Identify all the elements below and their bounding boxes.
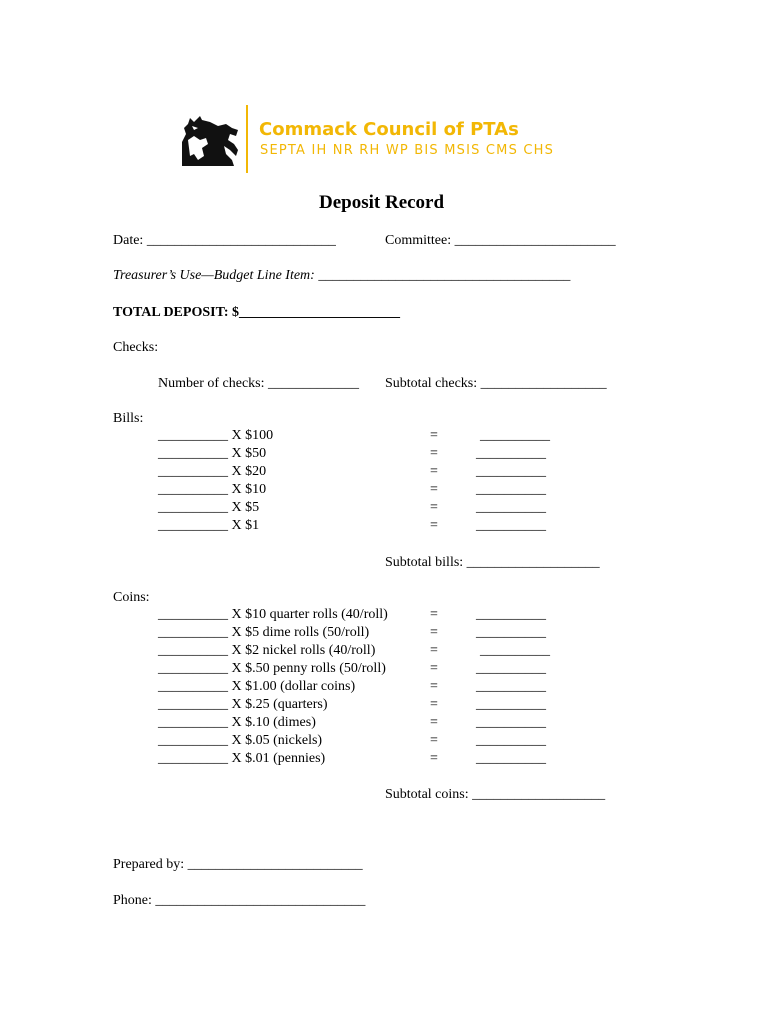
- coin-count-field[interactable]: __________ X $10 quarter rolls (40/roll): [158, 607, 388, 622]
- bill-count-field[interactable]: __________ X $1: [158, 518, 260, 533]
- equals-sign: =: [430, 607, 438, 622]
- subtotal-coins-field[interactable]: Subtotal coins: ___________________: [385, 787, 606, 802]
- subtotal-bills-field[interactable]: Subtotal bills: ___________________: [385, 555, 600, 570]
- coin-count-field[interactable]: __________ X $.01 (pennies): [158, 751, 326, 766]
- total-deposit-field[interactable]: TOTAL DEPOSIT: $_______________________: [113, 305, 401, 320]
- coin-total-field[interactable]: __________: [476, 607, 546, 622]
- phone-field[interactable]: Phone: ______________________________: [113, 893, 366, 908]
- bill-total-field[interactable]: __________: [476, 500, 546, 515]
- bill-count-field[interactable]: __________ X $10: [158, 482, 267, 497]
- coin-total-field[interactable]: __________: [476, 625, 546, 640]
- equals-sign: =: [430, 500, 438, 515]
- logo-divider: [246, 105, 248, 173]
- prepared-by-field[interactable]: Prepared by: _________________________: [113, 857, 363, 872]
- equals-sign: =: [430, 661, 438, 676]
- bill-count-field[interactable]: __________ X $20: [158, 464, 267, 479]
- bill-count-field[interactable]: __________ X $50: [158, 446, 267, 461]
- coin-count-field[interactable]: __________ X $2 nickel rolls (40/roll): [158, 643, 376, 658]
- checks-heading: Checks:: [113, 340, 159, 355]
- bills-heading: Bills:: [113, 411, 144, 426]
- coin-count-field[interactable]: __________ X $1.00 (dollar coins): [158, 679, 356, 694]
- organization-name: Commack Council of PTAs: [259, 119, 519, 140]
- coin-total-field[interactable]: __________: [476, 715, 546, 730]
- bill-total-field[interactable]: __________: [480, 428, 550, 443]
- equals-sign: =: [430, 733, 438, 748]
- subtotal-checks-field[interactable]: Subtotal checks: __________________: [385, 376, 607, 391]
- equals-sign: =: [430, 482, 438, 497]
- coin-total-field[interactable]: __________: [476, 661, 546, 676]
- equals-sign: =: [430, 715, 438, 730]
- coin-total-field[interactable]: __________: [476, 697, 546, 712]
- coins-heading: Coins:: [113, 590, 150, 605]
- equals-sign: =: [430, 643, 438, 658]
- coin-count-field[interactable]: __________ X $5 dime rolls (50/roll): [158, 625, 370, 640]
- date-field[interactable]: Date: ___________________________: [113, 233, 336, 248]
- coin-total-field[interactable]: __________: [476, 679, 546, 694]
- form-title: Deposit Record: [319, 192, 445, 213]
- equals-sign: =: [430, 446, 438, 461]
- coin-count-field[interactable]: __________ X $.25 (quarters): [158, 697, 328, 712]
- bill-count-field[interactable]: __________ X $100: [158, 428, 274, 443]
- school-list: SEPTA IH NR RH WP BIS MSIS CMS CHS: [260, 143, 555, 158]
- budget-line-item-field[interactable]: Treasurer’s Use—Budget Line Item: ____________________________________: [113, 268, 571, 283]
- equals-sign: =: [430, 751, 438, 766]
- bill-total-field[interactable]: __________: [476, 482, 546, 497]
- coin-total-field[interactable]: __________: [476, 733, 546, 748]
- bill-count-field[interactable]: __________ X $5: [158, 500, 260, 515]
- bill-total-field[interactable]: __________: [476, 464, 546, 479]
- committee-field[interactable]: Committee: _______________________: [385, 233, 616, 248]
- bill-total-field[interactable]: __________: [476, 446, 546, 461]
- equals-sign: =: [430, 518, 438, 533]
- bill-total-field[interactable]: __________: [476, 518, 546, 533]
- equals-sign: =: [430, 625, 438, 640]
- coin-total-field[interactable]: __________: [476, 751, 546, 766]
- cougar-on-rock-icon: [180, 110, 240, 168]
- equals-sign: =: [430, 428, 438, 443]
- equals-sign: =: [430, 697, 438, 712]
- equals-sign: =: [430, 679, 438, 694]
- equals-sign: =: [430, 464, 438, 479]
- number-of-checks-field[interactable]: Number of checks: _____________: [158, 376, 360, 391]
- coin-count-field[interactable]: __________ X $.10 (dimes): [158, 715, 316, 730]
- coin-count-field[interactable]: __________ X $.50 penny rolls (50/roll): [158, 661, 386, 676]
- coin-count-field[interactable]: __________ X $.05 (nickels): [158, 733, 323, 748]
- coin-total-field[interactable]: __________: [480, 643, 550, 658]
